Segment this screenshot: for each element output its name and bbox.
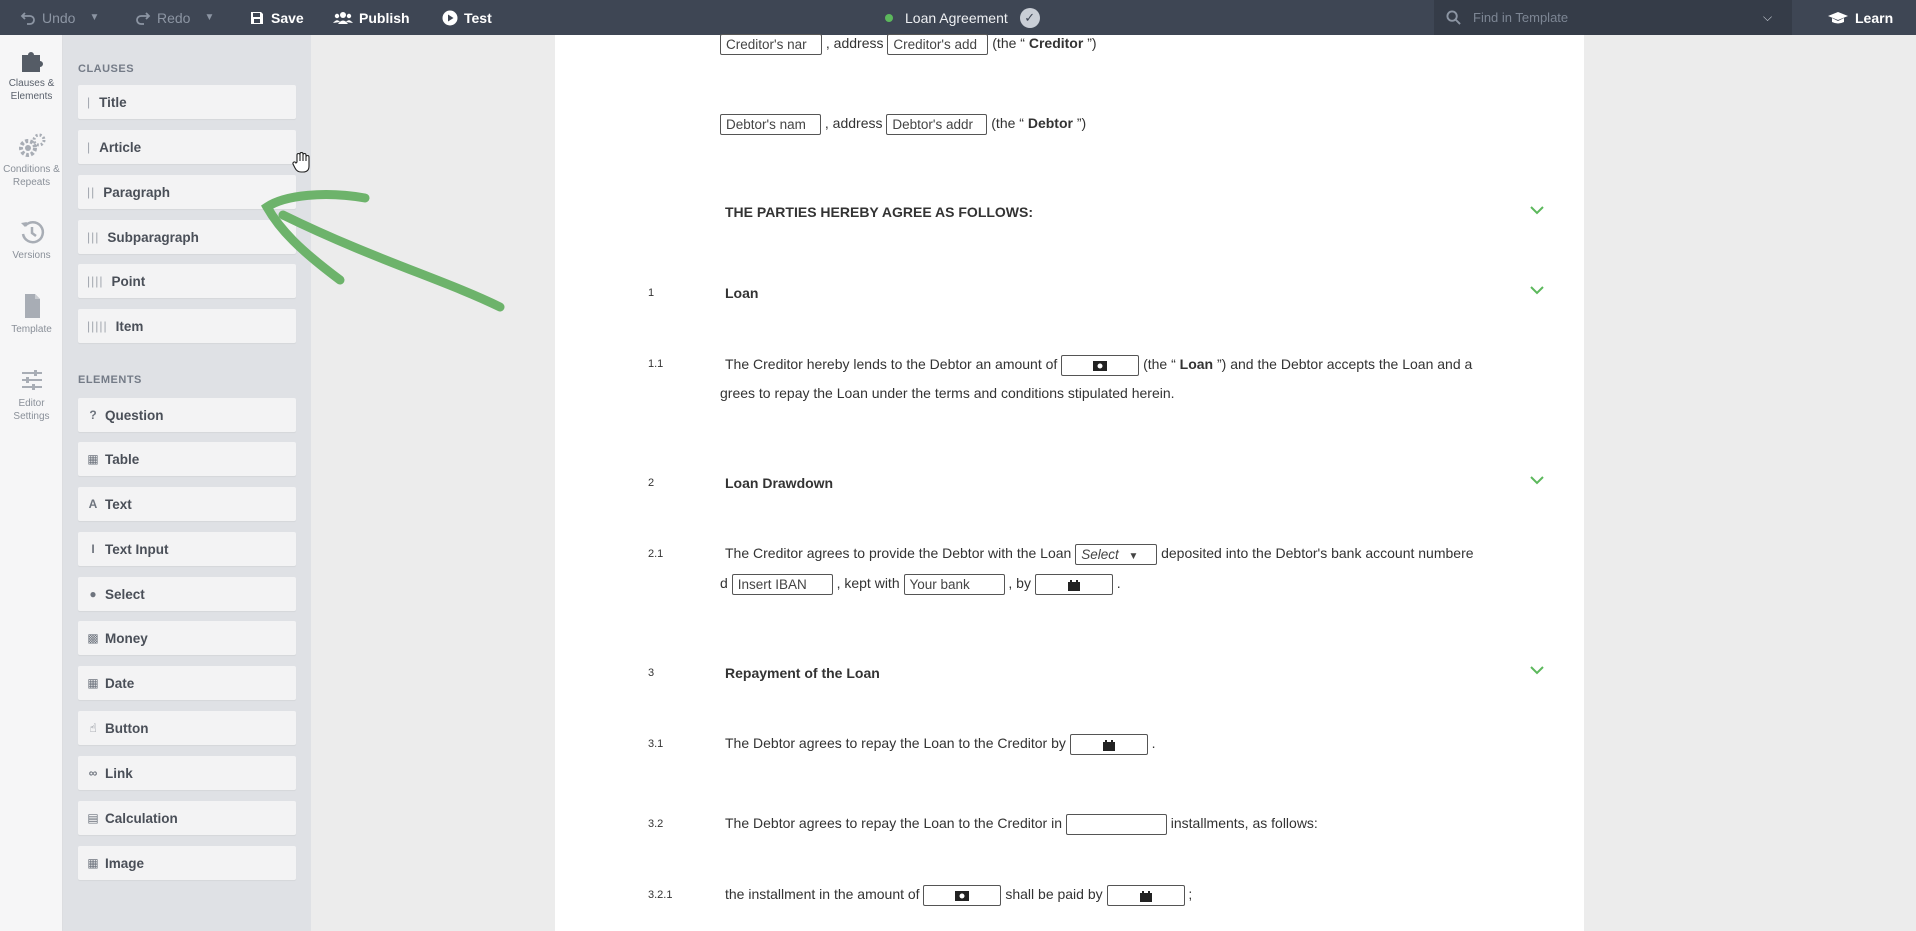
clause-label: Point (111, 273, 146, 289)
debtor-line (720, 114, 1086, 135)
save-button[interactable] (249, 0, 304, 35)
section-title: Loan Drawdown (725, 475, 834, 491)
installments-number-field[interactable] (1066, 814, 1167, 835)
rail-label: Elements (10, 91, 53, 102)
rail-label: Repeats (12, 177, 51, 188)
undo-icon (20, 10, 36, 26)
clauses-elements-panel (63, 35, 311, 931)
level-bars-icon: | (87, 95, 92, 109)
clause-3-2-line (725, 814, 1318, 835)
element-label: Money (105, 630, 148, 646)
redo-icon (135, 10, 151, 26)
test-button[interactable] (442, 0, 492, 35)
sliders-icon (18, 367, 46, 393)
element-label: Table (105, 451, 140, 467)
clause-3-1-line (725, 734, 1156, 755)
element-select[interactable] (78, 577, 296, 611)
rail-editor-settings[interactable] (0, 367, 63, 423)
text: . (1151, 735, 1156, 752)
chevron-down-icon[interactable]: ▼ (89, 12, 100, 23)
template-search[interactable] (1434, 0, 1792, 35)
chevron-down-icon[interactable] (1529, 285, 1545, 295)
agree-heading: THE PARTIES HEREBY AGREE AS FOLLOWS: (725, 204, 1034, 220)
clause-3-2-1-line (725, 885, 1192, 906)
element-label: Calculation (105, 810, 178, 826)
text: shall be paid by (1005, 886, 1103, 903)
money-icon (1093, 361, 1107, 371)
clause-2-1-line-2 (720, 574, 1121, 595)
users-icon (333, 10, 353, 26)
text: (the “ (991, 115, 1024, 132)
creditor-line (720, 34, 1097, 55)
date-field[interactable] (1035, 574, 1113, 595)
rail-template[interactable] (0, 293, 63, 336)
calendar-icon (1068, 580, 1080, 591)
rail-label: Versions (12, 250, 51, 261)
element-label: Image (105, 855, 145, 871)
status-dot-icon (885, 14, 893, 22)
puzzle-icon (18, 47, 46, 73)
text: d (720, 575, 728, 592)
money-field[interactable] (1061, 355, 1139, 376)
clause-label: Subparagraph (107, 229, 199, 245)
rail-label: Template (11, 324, 52, 335)
debtor-defined-term: Debtor (1027, 115, 1073, 132)
text: The Debtor agrees to repay the Loan to the Creditor by (725, 735, 1066, 752)
publish-label: Publish (359, 9, 410, 26)
document-title (885, 0, 1040, 35)
text: , address (824, 115, 883, 132)
text: ”) (1087, 35, 1097, 52)
clause-article[interactable] (78, 130, 296, 164)
date-field[interactable] (1070, 734, 1148, 755)
money-icon (955, 891, 969, 901)
element-label: Date (105, 675, 135, 691)
section-number: 1 (648, 287, 655, 299)
elements-heading: ELEMENTS (78, 374, 142, 386)
chevron-down-icon[interactable]: ▼ (204, 12, 215, 23)
clause-label: Paragraph (103, 184, 171, 200)
clause-title[interactable] (78, 85, 296, 119)
search-icon (1446, 10, 1461, 25)
left-rail (0, 35, 63, 931)
money-field[interactable] (923, 885, 1001, 906)
element-image[interactable] (78, 846, 296, 880)
text: (the “ (992, 35, 1025, 52)
calendar-icon: ▦ (87, 676, 99, 690)
text: The Debtor agrees to repay the Loan to the Creditor in (725, 815, 1062, 832)
element-label: Text Input (105, 541, 169, 557)
chevron-down-icon[interactable] (1529, 665, 1545, 675)
element-label: Select (105, 586, 145, 602)
font-icon: A (88, 497, 98, 511)
section-number: 2 (648, 477, 655, 489)
level-bars-icon: | (87, 140, 92, 154)
section-title: Repayment of the Loan (725, 665, 880, 681)
annotation-arrow-icon (255, 185, 515, 315)
text: The Creditor agrees to provide the Debtor with the Loan (725, 545, 1072, 562)
level-bars-icon: || (87, 185, 96, 199)
text-cursor-icon: I (91, 542, 95, 556)
debtor-address-field[interactable]: Debtor's addr (886, 114, 987, 135)
top-toolbar (0, 0, 1916, 35)
element-link[interactable] (78, 756, 296, 790)
iban-field[interactable]: Insert IBAN (732, 574, 833, 595)
link-icon: ∞ (88, 766, 98, 780)
rail-versions[interactable] (0, 219, 63, 262)
element-label: Text (105, 496, 132, 512)
learn-label: Learn (1855, 9, 1894, 26)
element-label: Question (105, 407, 164, 423)
graduation-cap-icon (1828, 10, 1848, 26)
document-page (555, 35, 1584, 931)
gears-icon (18, 133, 46, 159)
text: ”) (1076, 115, 1087, 132)
debtor-name-field[interactable]: Debtor's nam (720, 114, 821, 135)
section-number: 3.2 (648, 818, 664, 830)
text: , by (1008, 575, 1031, 592)
check-icon[interactable]: ✓ (1020, 8, 1040, 28)
undo-button[interactable] (20, 0, 99, 35)
date-field[interactable] (1107, 885, 1185, 906)
calculator-icon: ▤ (87, 811, 99, 825)
creditor-name-field[interactable]: Creditor's nar (720, 34, 822, 55)
loan-defined-term: Loan (1179, 356, 1214, 373)
text: , address (825, 35, 884, 52)
element-label: Link (105, 765, 133, 781)
section-number: 3 (648, 667, 655, 679)
section-number: 3.2.1 (648, 889, 673, 901)
level-bars-icon: ||| (87, 230, 100, 244)
element-question[interactable] (78, 398, 296, 432)
save-icon (249, 10, 265, 26)
text: the installment in the amount of (725, 886, 920, 903)
test-label: Test (464, 9, 492, 26)
learn-button[interactable] (1828, 0, 1893, 35)
level-bars-icon: ||||| (87, 319, 108, 333)
money-icon: ▩ (87, 631, 99, 645)
element-label: Button (105, 720, 149, 736)
creditor-address-field[interactable]: Creditor's add (887, 34, 988, 55)
element-text[interactable] (78, 487, 296, 521)
redo-button[interactable] (135, 0, 214, 35)
element-table[interactable] (78, 442, 296, 476)
table-icon: ▦ (87, 452, 99, 466)
publish-button[interactable] (333, 0, 410, 35)
element-calculation[interactable] (78, 801, 296, 835)
text: ”) and the Debtor accepts the Loan and a (1217, 356, 1473, 373)
caret-down-icon: ▼ (1128, 551, 1139, 562)
rail-label: Clauses & (8, 78, 55, 89)
search-input[interactable] (1473, 10, 1763, 25)
section-title: Loan (725, 285, 759, 301)
text: installments, as follows: (1170, 815, 1318, 832)
element-money[interactable] (78, 621, 296, 655)
rail-label: Editor (18, 398, 45, 409)
rail-label: Conditions & (3, 164, 60, 175)
text: The Creditor hereby lends to the Debtor an amount of (725, 356, 1058, 373)
clause-label: Title (99, 94, 127, 110)
text: ; (1188, 886, 1193, 903)
chevron-down-icon[interactable] (1529, 475, 1545, 485)
element-date[interactable] (78, 666, 296, 700)
document-title-text: Loan Agreement (905, 9, 1008, 26)
question-icon: ? (89, 408, 97, 422)
creditor-defined-term: Creditor (1028, 35, 1084, 52)
hand-cursor-icon (292, 152, 312, 174)
section-number: 2.1 (648, 548, 664, 560)
loan-select-dropdown[interactable] (1075, 544, 1157, 565)
clause-1-1-line-2: grees to repay the Loan under the terms and conditions stipulated herein. (720, 385, 1175, 401)
section-number: 1.1 (648, 358, 664, 370)
text: , kept with (836, 575, 900, 592)
level-bars-icon: |||| (87, 274, 104, 288)
history-icon (18, 219, 46, 245)
undo-label: Undo (42, 9, 76, 26)
rail-conditions-repeats[interactable] (0, 133, 63, 189)
save-label: Save (271, 9, 304, 26)
clause-label: Item (115, 318, 144, 334)
chevron-down-icon[interactable]: ⌵ (1763, 10, 1773, 24)
rail-label: Settings (13, 411, 50, 422)
clauses-heading: CLAUSES (78, 63, 135, 75)
text: (the “ (1143, 356, 1176, 373)
chevron-down-icon[interactable] (1529, 205, 1545, 215)
select-value: Select (1081, 547, 1119, 562)
pointer-hand-icon: ☝ (89, 721, 97, 735)
select-circle-icon: ● (89, 587, 97, 601)
bank-field[interactable]: Your bank (904, 574, 1005, 595)
rail-clauses-elements[interactable] (0, 47, 63, 103)
element-text-input[interactable] (78, 532, 296, 566)
text: . (1116, 575, 1121, 592)
redo-label: Redo (157, 9, 191, 26)
clause-label: Article (99, 139, 142, 155)
play-icon (442, 10, 458, 26)
text: deposited into the Debtor's bank account numbere (1161, 545, 1474, 562)
calendar-icon (1140, 891, 1152, 902)
calendar-icon (1103, 740, 1115, 751)
clause-2-1-line-1 (725, 544, 1474, 565)
file-icon (18, 293, 46, 319)
clause-1-1-line-1 (725, 355, 1472, 376)
image-icon: ▦ (87, 856, 99, 870)
element-button[interactable] (78, 711, 296, 745)
section-number: 3.1 (648, 738, 664, 750)
